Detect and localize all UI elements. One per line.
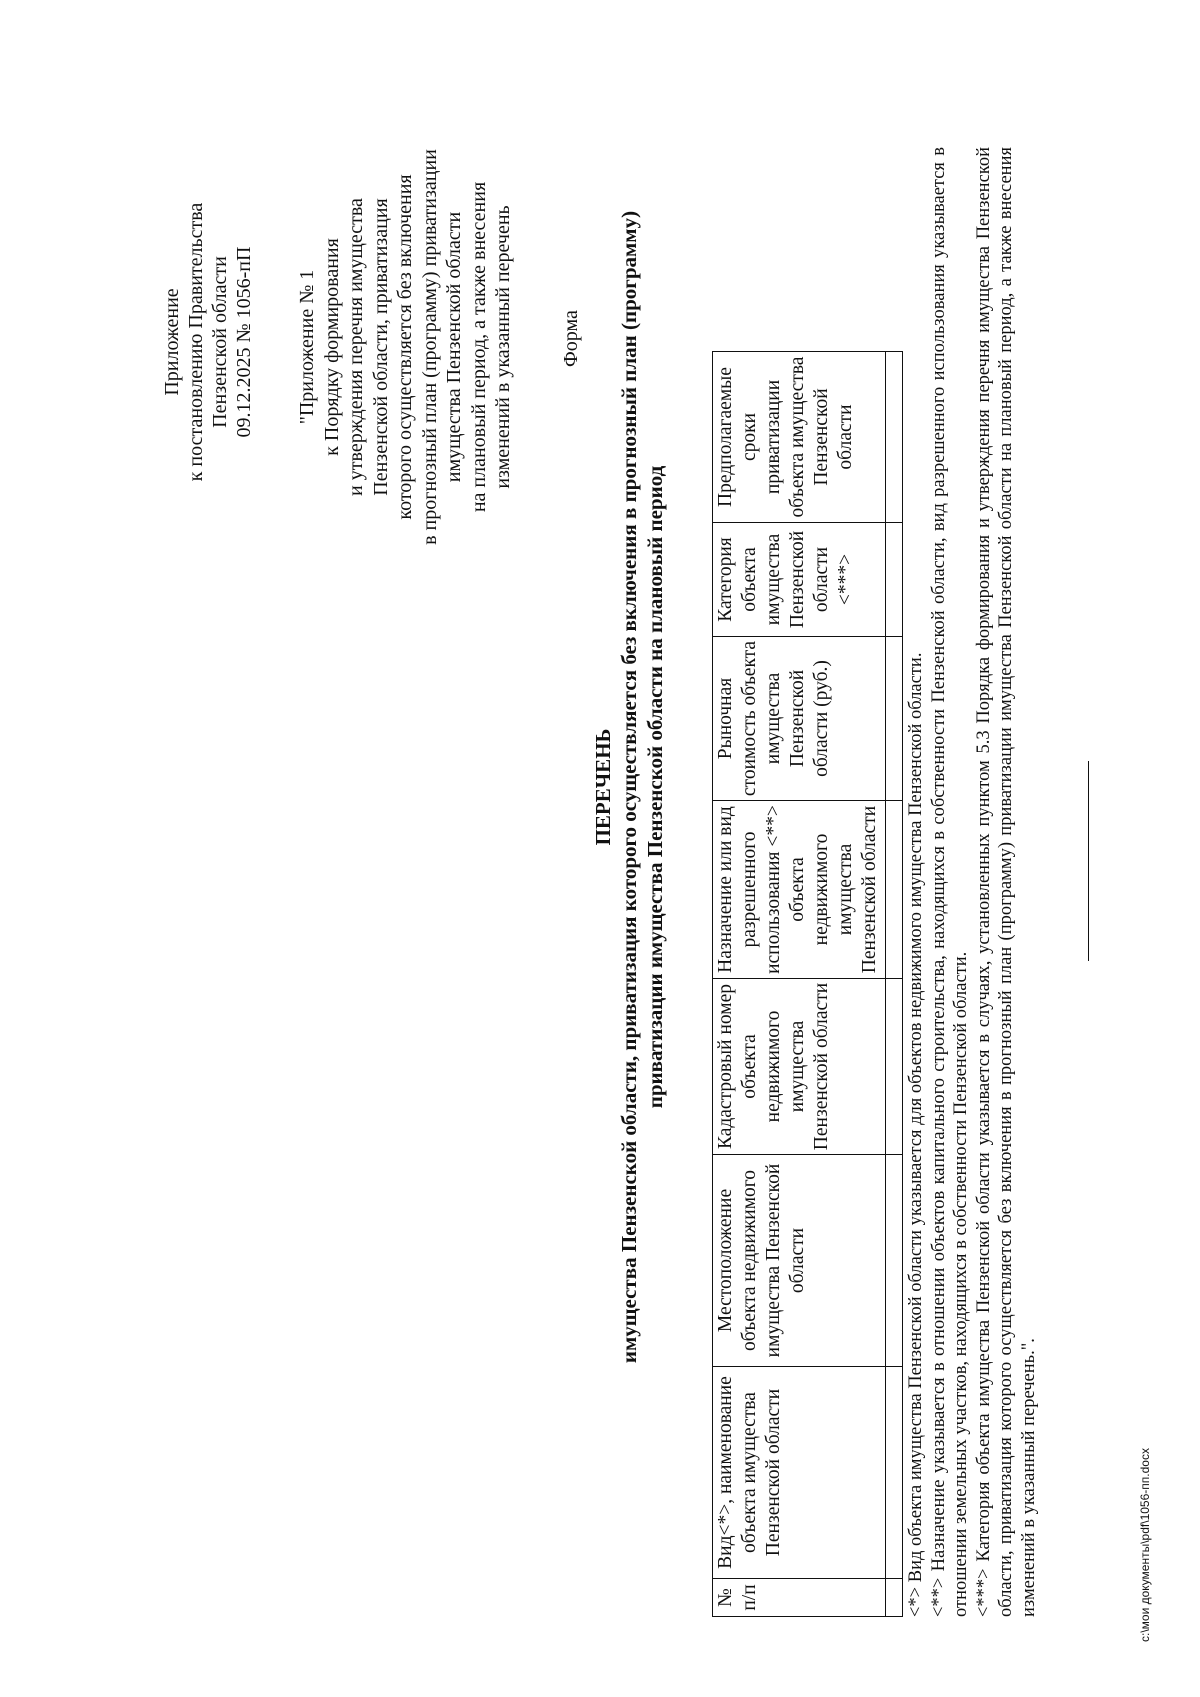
table-cell bbox=[886, 1367, 903, 1579]
order-ref-line: Пензенской области, приватизация bbox=[369, 198, 392, 496]
header-cell-cadastral: Кадастровый номер объекта недвижимого имущества Пензенской области bbox=[713, 979, 886, 1155]
title-line-3: приватизации имущества Пензенской области на плановый период bbox=[643, 465, 667, 1109]
table-cell bbox=[886, 637, 903, 801]
table-cell bbox=[886, 1579, 903, 1617]
order-ref-line: изменений в указанный перечень bbox=[492, 205, 514, 489]
table-cell bbox=[886, 352, 903, 523]
appendix-line: Приложение bbox=[161, 288, 183, 396]
order-ref-line: которого осуществляется без включения bbox=[394, 174, 416, 520]
header-cell-category: Категория объекта имущества Пензенской области <***> bbox=[713, 523, 886, 637]
table-cell bbox=[886, 1155, 903, 1367]
table-cell bbox=[886, 801, 903, 979]
footnote-1: <*> Вид объекта имущества Пензенской области указывается для объектов недвижимого имущества Пензенской области. bbox=[906, 652, 926, 1617]
table-header-row bbox=[713, 352, 886, 1617]
form-label: Форма bbox=[560, 310, 582, 367]
title-line-1: ПЕРЕЧЕНЬ bbox=[591, 728, 615, 846]
header-cell-type: Вид<*>, наименование объекта имущества Пензенской области bbox=[713, 1367, 886, 1579]
footnote-3: <***> Категория объекта имущества Пензенской области указывается в случаях, установленных пунктом 5.3 Порядка формирования и утверждения перечня имущества Пензенской области, приватизация которого осуществляется без включения в прогнозный план (программу) приватизации имущества Пензенской области на плановый период, а также внесения изменений в указанный перечень.". bbox=[973, 147, 1039, 1617]
order-ref-line: в прогнозный план (программу) приватизации bbox=[418, 149, 441, 545]
order-ref-line: на плановый период, а также внесения bbox=[467, 181, 490, 513]
header-cell-number: № п/п bbox=[713, 1579, 886, 1617]
header-cell-market-value: Рыночная стоимость объекта имущества Пензенской области (руб.) bbox=[713, 637, 886, 801]
appendix-header bbox=[160, 127, 256, 557]
order-ref-line: и утверждения перечня имущества bbox=[345, 198, 367, 496]
title-line-2: имущества Пензенской области, приватизация которого осуществляется без включения в прогнозный план (программу) bbox=[617, 210, 641, 1364]
footnote-2: <**> Назначение указывается в отношении объектов капитального строительства, находящихся в собственности Пензенской области, вид разрешенного использования указывается в отношении земельных участков, находящихся в собственности Пензенской области. bbox=[928, 147, 971, 1617]
property-list-table bbox=[712, 351, 903, 1617]
order-ref-line: имущества Пензенской области bbox=[443, 211, 465, 483]
table-row bbox=[886, 352, 903, 1617]
document-title bbox=[590, 117, 668, 1457]
order-ref-line: к Порядку формирования bbox=[320, 238, 343, 456]
header-cell-purpose: Назначение или вид разрешенного использования <**> объекта недвижимого имущества Пензенской области bbox=[713, 801, 886, 979]
appendix-line: 09.12.2025 № 1056-пП bbox=[233, 246, 255, 438]
order-ref-line: "Приложение № 1 bbox=[296, 269, 318, 425]
header-cell-terms: Предполагаемые сроки приватизации объекта имущества Пензенской области bbox=[713, 352, 886, 523]
table-cell bbox=[886, 523, 903, 637]
header-cell-location: Местоположение объекта недвижимого имущества Пензенской области bbox=[713, 1155, 886, 1367]
appendix-line: к постановлению Правительства bbox=[185, 202, 207, 482]
end-divider bbox=[1088, 761, 1089, 961]
appendix-line: Пензенской области bbox=[209, 256, 231, 428]
footnotes bbox=[905, 147, 1040, 1617]
table-cell bbox=[886, 979, 903, 1155]
order-reference bbox=[295, 107, 516, 587]
file-path: c:\мои документы\pdf\1056-пп.docx bbox=[1138, 1448, 1152, 1642]
